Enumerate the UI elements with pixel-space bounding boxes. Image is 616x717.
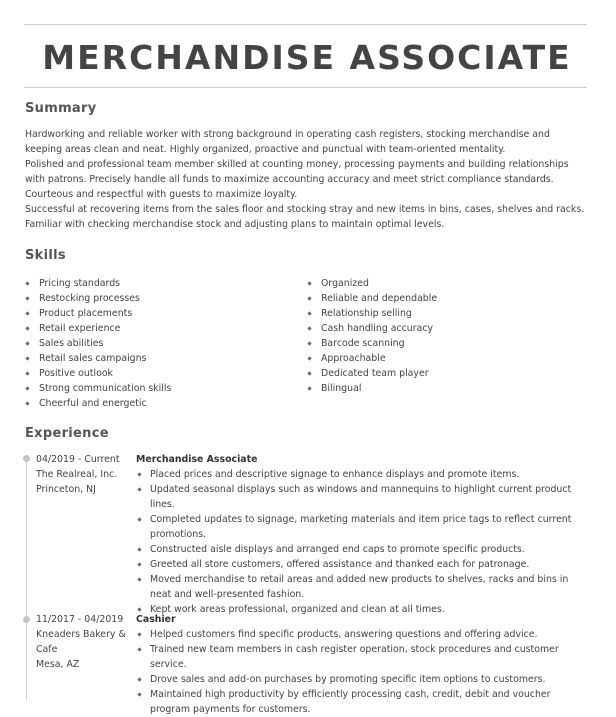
skill-item: Retail experience: [25, 321, 171, 336]
skill-item: Dedicated team player: [307, 366, 437, 381]
skill-item: Product placements: [25, 306, 171, 321]
job-dates: 11/2017 - 04/2019: [36, 614, 124, 625]
experience-heading: Experience: [25, 426, 109, 441]
job-bullet: Helped customers find specific products, answering questions and offering advice.: [136, 627, 586, 642]
skill-item: Bilingual: [307, 381, 437, 396]
skill-item: Sales abilities: [25, 336, 171, 351]
job-dates: 04/2019 - Current: [36, 454, 120, 465]
skill-item: Organized: [307, 276, 437, 291]
skill-item: Cheerful and energetic: [25, 396, 171, 411]
skills-heading: Skills: [25, 248, 66, 263]
summary-heading: Summary: [25, 101, 97, 116]
top-divider: [24, 24, 587, 25]
skill-item: Retail sales campaigns: [25, 351, 171, 366]
skill-item: Restocking processes: [25, 291, 171, 306]
job-title: Merchandise Associate: [136, 454, 258, 465]
job-bullets: [136, 467, 586, 617]
job-bullet: Moved merchandise to retail areas and added new products to shelves, racks and bins in neat and well-presented fashion.: [136, 572, 586, 602]
skill-item: Cash handling accuracy: [307, 321, 437, 336]
job-bullet: Placed prices and descriptive signage to enhance displays and promote items.: [136, 467, 586, 482]
job-bullet: Completed updates to signage, marketing materials and item price tags to reflect current promotions.: [136, 512, 586, 542]
job-meta: [36, 452, 128, 497]
skill-item: Positive outlook: [25, 366, 171, 381]
summary-paragraph: Successful at recovering items from the sales floor and stocking stray and new items in bins, cases, shelves and racks. Familiar with checking merchandise stock and adjusting plans to maintain optimal levels.: [25, 204, 585, 230]
job-bullet: Maintained high productivity by efficiently processing cash, credit, debit and voucher program payments for customers.: [136, 687, 586, 717]
skills-list-right: [307, 276, 437, 396]
job-bullet: Drove sales and add-on purchases by promoting specific item options to customers.: [136, 672, 586, 687]
skill-item: Pricing standards: [25, 276, 171, 291]
skill-item: Approachable: [307, 351, 437, 366]
summary-text: [25, 127, 585, 232]
timeline-dot: [23, 455, 30, 462]
skill-item: Barcode scanning: [307, 336, 437, 351]
job-title: Cashier: [136, 614, 176, 625]
title-divider: [24, 87, 587, 88]
skill-item: Relationship selling: [307, 306, 437, 321]
job-bullet: Greeted all store customers, offered assistance and thanked each for patronage.: [136, 557, 586, 572]
skill-item: Reliable and dependable: [307, 291, 437, 306]
resume-title: MERCHANDISE ASSOCIATE: [42, 38, 572, 77]
job-location: Mesa, AZ: [36, 659, 80, 670]
timeline-line: [26, 458, 27, 700]
skill-item: Strong communication skills: [25, 381, 171, 396]
job-company: The Realreal, Inc.: [36, 469, 118, 480]
job-bullet: Updated seasonal displays such as windows and mannequins to highlight current product lines.: [136, 482, 586, 512]
job-meta: [36, 612, 128, 672]
job-bullets: [136, 627, 586, 717]
job-company: Kneaders Bakery & Cafe: [36, 629, 126, 655]
summary-paragraph: Polished and professional team member skilled at counting money, processing payments and building relationships with patrons. Precisely handle all funds to maximize accounting accuracy and meet strict compliance standards. Courteous and respectful with guests to maximize loyalty.: [25, 159, 569, 200]
job-bullet: Kept work areas professional, organized and clean at all times.: [136, 602, 586, 617]
timeline-dot: [23, 616, 30, 623]
skills-list-left: [25, 276, 171, 411]
job-location: Princeton, NJ: [36, 484, 96, 495]
job-bullet: Constructed aisle displays and arranged end caps to promote specific products.: [136, 542, 586, 557]
job-bullet: Trained new team members in cash register operation, stock procedures and customer service.: [136, 642, 586, 672]
summary-paragraph: Hardworking and reliable worker with strong background in operating cash registers, stocking merchandise and keeping areas clean and neat. Highly organized, proactive and punctual with team-oriented mentality.: [25, 129, 550, 155]
